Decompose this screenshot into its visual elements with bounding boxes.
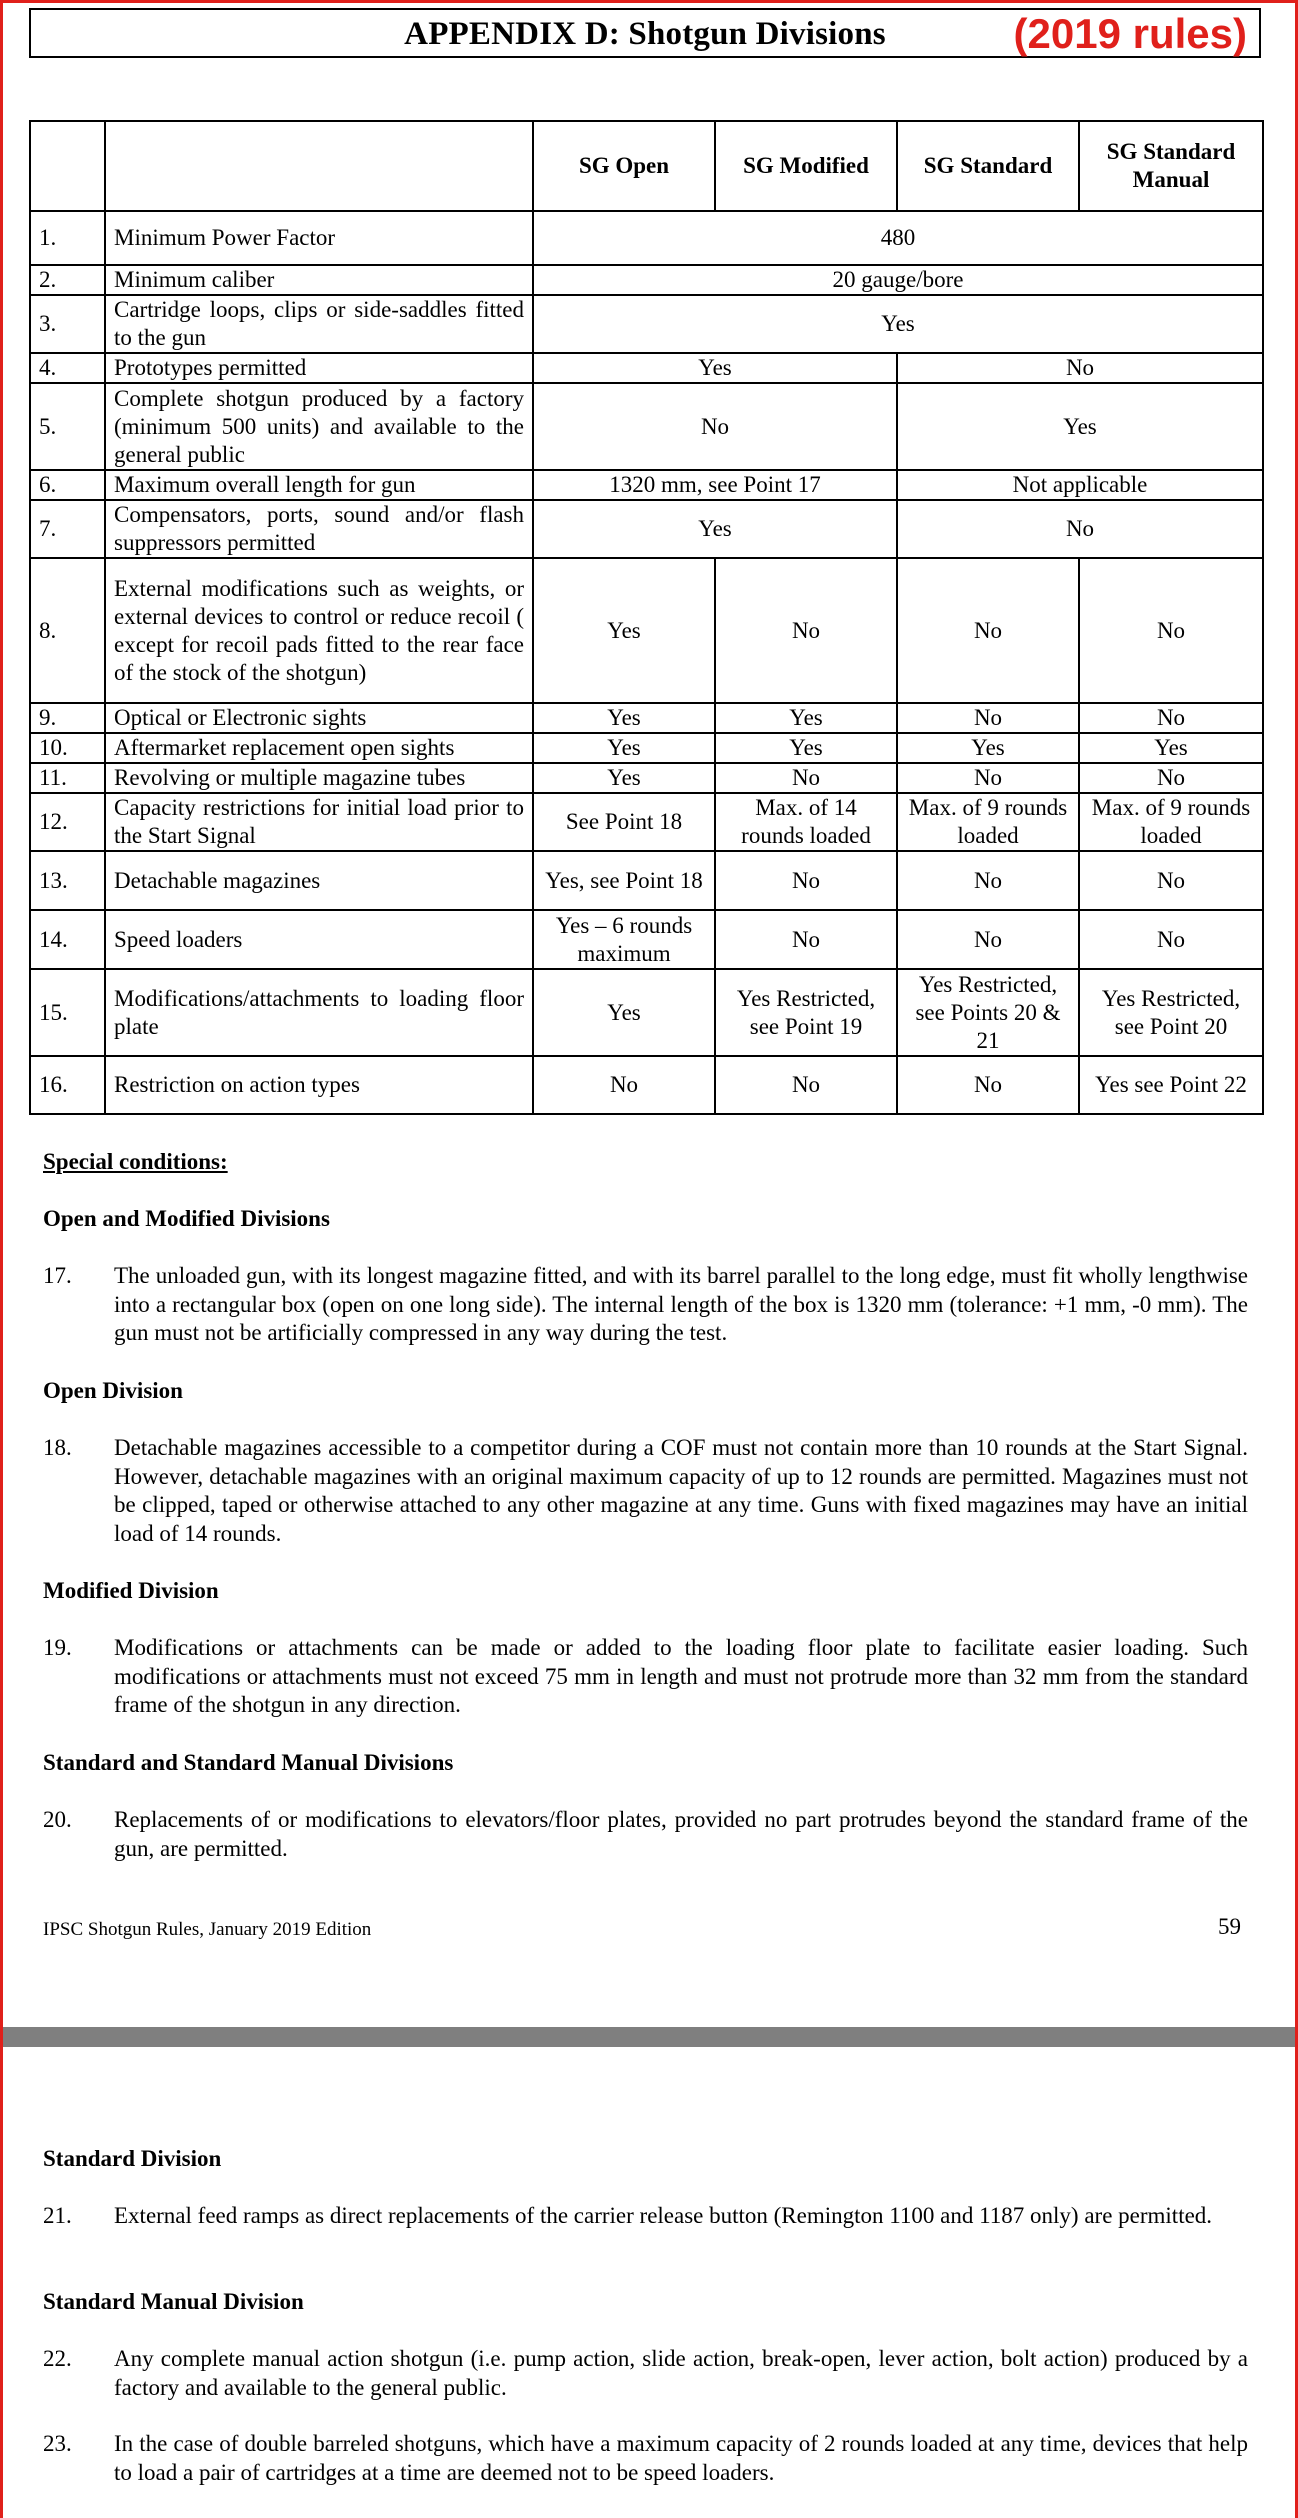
row-feature: Optical or Electronic sights — [105, 703, 533, 733]
row-number: 13. — [30, 851, 105, 910]
row-value-standard-manual: Yes see Point 22 — [1079, 1056, 1263, 1114]
point-text: Replacements of or modifications to elevators/floor plates, provided no part protrudes beyond the standard frame of the gun, are permitted. — [114, 1807, 1248, 1861]
row-value-open: Yes — [533, 703, 715, 733]
row-value-standard: No — [897, 851, 1079, 910]
row-number: 15. — [30, 969, 105, 1056]
row-number: 2. — [30, 265, 105, 295]
table-row — [30, 733, 1263, 763]
point-text: In the case of double barreled shotguns, which have a maximum capacity of 2 rounds loaded at any time, devices that help to load a pair of cartridges at a time are deemed not to be speed loaders. — [114, 2431, 1248, 2485]
row-value-modified: Yes Restricted, see Point 19 — [715, 969, 897, 1056]
row-feature: Revolving or multiple magazine tubes — [105, 763, 533, 793]
row-value-all: Yes — [533, 295, 1263, 353]
section-heading-open: Open Division — [43, 1378, 183, 1403]
row-value-standard-manual: No — [897, 500, 1263, 558]
row-value-open: Yes — [533, 733, 715, 763]
point-20 — [43, 1806, 1248, 1863]
section-heading-standard: Standard Division — [43, 2146, 222, 2171]
row-value-open: Yes — [533, 763, 715, 793]
point-text: Detachable magazines accessible to a competitor during a COF must not contain more than 10 rounds at the Start Signal. However, detachable magazines with an original maximum capacity of up to 12 rounds are permitted. Magazines must not be clipped, taped or otherwise attached to any other magazine at any time. Guns with fixed magazines may have an initial load of 14 rounds. — [114, 1435, 1248, 1546]
row-value-standard: Yes — [897, 733, 1079, 763]
table-row — [30, 500, 1263, 558]
footer-page-number: 59 — [1218, 1914, 1241, 1939]
point-text: The unloaded gun, with its longest magazine fitted, and with its barrel parallel to the long edge, must fit wholly lengthwise into a rectangular box (open on one long side). The internal length of the box is 1320 mm (tolerance: +1 mm, -0 mm). The gun must not be artificially compressed in any way during the test. — [114, 1263, 1248, 1345]
table-header-row — [30, 121, 1263, 211]
row-value-open-modified: Yes — [533, 500, 897, 558]
page-title: APPENDIX D: Shotgun Divisions — [404, 16, 886, 52]
row-feature: Cartridge loops, clips or side-saddles fitted to the gun — [105, 295, 533, 353]
table-row — [30, 851, 1263, 910]
row-value-modified: No — [715, 910, 897, 969]
row-value-standard-manual: Not applicable — [897, 470, 1263, 500]
row-number: 4. — [30, 353, 105, 383]
point-text: Any complete manual action shotgun (i.e. pump action, slide action, break-open, lever action, bolt action) produced by a factory and available to the general public. — [114, 2346, 1248, 2400]
row-value-standard-manual: No — [1079, 910, 1263, 969]
table-row — [30, 910, 1263, 969]
row-value-standard: No — [897, 558, 1079, 703]
table-row — [30, 763, 1263, 793]
row-value-open: Yes — [533, 558, 715, 703]
point-number: 20. — [43, 1807, 72, 1832]
point-21 — [43, 2202, 1248, 2231]
point-number: 17. — [43, 1263, 72, 1288]
row-value-standard-manual: Max. of 9 rounds loaded — [1079, 793, 1263, 851]
point-text: External feed ramps as direct replacements of the carrier release button (Remington 1100 and 1187 only) are permitted. — [114, 2203, 1213, 2228]
footer-edition: IPSC Shotgun Rules, January 2019 Edition — [43, 1919, 372, 1940]
row-value-modified: No — [715, 763, 897, 793]
row-number: 6. — [30, 470, 105, 500]
row-number: 14. — [30, 910, 105, 969]
point-number: 19. — [43, 1635, 72, 1660]
row-number: 8. — [30, 558, 105, 703]
row-feature: Maximum overall length for gun — [105, 470, 533, 500]
table-row — [30, 211, 1263, 265]
row-feature: Minimum caliber — [105, 265, 533, 295]
point-number: 23. — [43, 2431, 72, 2456]
row-feature: Speed loaders — [105, 910, 533, 969]
row-value-open: No — [533, 1056, 715, 1114]
row-value-standard: Max. of 9 rounds loaded — [897, 793, 1079, 851]
section-heading-open-modified: Open and Modified Divisions — [43, 1206, 330, 1231]
divisions-table — [29, 120, 1264, 1115]
row-value-open: See Point 18 — [533, 793, 715, 851]
special-conditions-heading: Special conditions: — [43, 1149, 228, 1174]
point-22 — [43, 2345, 1248, 2402]
row-value-standard-manual: No — [1079, 703, 1263, 733]
row-number: 11. — [30, 763, 105, 793]
row-feature: Prototypes permitted — [105, 353, 533, 383]
table-row — [30, 969, 1263, 1056]
title-box — [29, 8, 1261, 58]
row-number: 12. — [30, 793, 105, 851]
rules-year-tag: (2019 rules) — [1013, 10, 1247, 57]
row-feature: Detachable magazines — [105, 851, 533, 910]
row-value-standard-manual: Yes — [1079, 733, 1263, 763]
row-feature: Complete shotgun produced by a factory (minimum 500 units) and available to the general public — [105, 383, 533, 470]
point-18 — [43, 1434, 1248, 1548]
table-row — [30, 703, 1263, 733]
table-row — [30, 793, 1263, 851]
row-feature: Minimum Power Factor — [105, 211, 533, 265]
row-value-modified: No — [715, 558, 897, 703]
row-number: 3. — [30, 295, 105, 353]
section-heading-modified: Modified Division — [43, 1578, 219, 1603]
row-feature: Modifications/attachments to loading floor plate — [105, 969, 533, 1056]
header-sg-standard-manual: SG Standard Manual — [1079, 121, 1263, 211]
header-blank-feature — [105, 121, 533, 211]
table-row — [30, 265, 1263, 295]
row-number: 10. — [30, 733, 105, 763]
point-19 — [43, 1634, 1248, 1720]
header-sg-modified: SG Modified — [715, 121, 897, 211]
row-number: 7. — [30, 500, 105, 558]
section-heading-standard-manual: Standard and Standard Manual Divisions — [43, 1750, 454, 1775]
row-number: 5. — [30, 383, 105, 470]
row-value-standard-manual: No — [1079, 851, 1263, 910]
row-value-modified: Yes — [715, 703, 897, 733]
row-value-modified: Max. of 14 rounds loaded — [715, 793, 897, 851]
row-value-modified: Yes — [715, 733, 897, 763]
row-feature: Aftermarket replacement open sights — [105, 733, 533, 763]
table-row — [30, 558, 1263, 703]
row-value-standard-manual: Yes Restricted, see Point 20 — [1079, 969, 1263, 1056]
point-number: 18. — [43, 1435, 72, 1460]
point-text: Modifications or attachments can be made or added to the loading floor plate to facilitate easier loading. Such modifications or attachments must not exceed 75 mm in length and must not protrude more than 32 mm from the standard frame of the shotgun in any direction. — [114, 1635, 1248, 1717]
row-value-open: Yes – 6 rounds maximum — [533, 910, 715, 969]
row-feature: External modifications such as weights, or external devices to control or reduce recoil ( except for recoil pads fitted to the rear face of the stock of the shotgun) — [105, 558, 533, 703]
row-feature: Capacity restrictions for initial load prior to the Start Signal — [105, 793, 533, 851]
row-value-standard: No — [897, 703, 1079, 733]
row-value-modified: No — [715, 851, 897, 910]
row-value-open-modified: 1320 mm, see Point 17 — [533, 470, 897, 500]
row-value-modified: No — [715, 1056, 897, 1114]
row-number: 16. — [30, 1056, 105, 1114]
page-separator — [0, 2027, 1298, 2047]
header-blank-num — [30, 121, 105, 211]
row-value-standard-manual: No — [1079, 558, 1263, 703]
point-23 — [43, 2430, 1248, 2487]
row-value-standard-manual: Yes — [897, 383, 1263, 470]
row-value-standard: No — [897, 910, 1079, 969]
row-value-standard: No — [897, 1056, 1079, 1114]
row-value-standard-manual: No — [897, 353, 1263, 383]
point-number: 21. — [43, 2203, 72, 2228]
table-row — [30, 1056, 1263, 1114]
table-row — [30, 353, 1263, 383]
point-17 — [43, 1262, 1248, 1348]
row-value-standard-manual: No — [1079, 763, 1263, 793]
row-number: 1. — [30, 211, 105, 265]
row-value-open-modified: No — [533, 383, 897, 470]
section-heading-standard-manual-division: Standard Manual Division — [43, 2289, 304, 2314]
point-number: 22. — [43, 2346, 72, 2371]
row-number: 9. — [30, 703, 105, 733]
row-value-standard: Yes Restricted, see Points 20 & 21 — [897, 969, 1079, 1056]
table-row — [30, 470, 1263, 500]
row-feature: Compensators, ports, sound and/or flash suppressors permitted — [105, 500, 533, 558]
row-value-open: Yes — [533, 969, 715, 1056]
row-value-standard: No — [897, 763, 1079, 793]
row-value-open: Yes, see Point 18 — [533, 851, 715, 910]
table-row — [30, 383, 1263, 470]
row-value-open-modified: Yes — [533, 353, 897, 383]
row-value-all: 20 gauge/bore — [533, 265, 1263, 295]
header-sg-standard: SG Standard — [897, 121, 1079, 211]
row-value-all: 480 — [533, 211, 1263, 265]
header-sg-open: SG Open — [533, 121, 715, 211]
table-row — [30, 295, 1263, 353]
row-feature: Restriction on action types — [105, 1056, 533, 1114]
